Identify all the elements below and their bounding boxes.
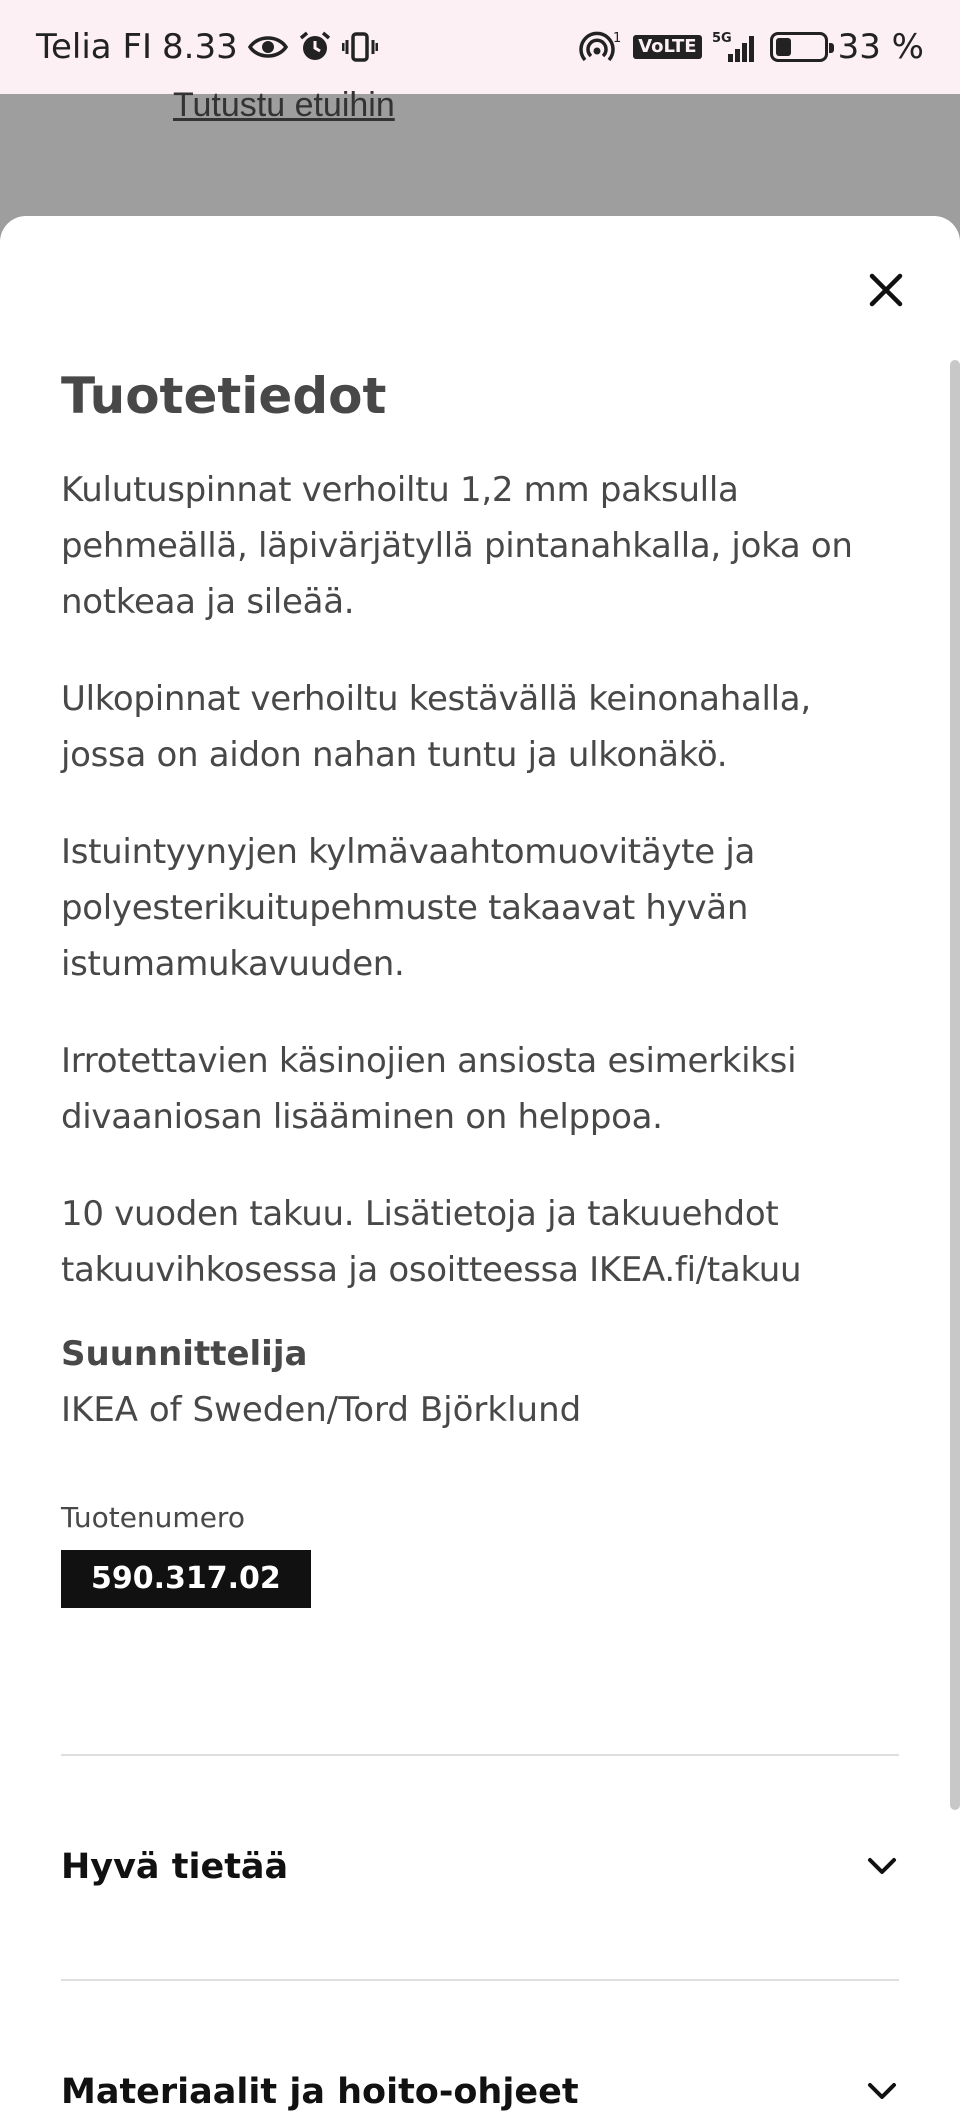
battery-icon: [770, 32, 828, 62]
scrollbar[interactable]: [950, 360, 960, 1810]
paragraph-armrests: Irrotettavien käsinojien ansiosta esimerkiksi divaaniosan lisääminen on helppoa.: [61, 1041, 797, 1137]
carrier-name: Telia FI: [36, 27, 153, 67]
status-right: [579, 27, 924, 67]
close-icon: [869, 273, 903, 307]
designer-name: IKEA of Sweden/Tord Björklund: [61, 1390, 582, 1430]
alarm-icon: [298, 30, 332, 64]
status-left: [36, 27, 378, 67]
sheet-title: Tuotetiedot: [61, 367, 387, 425]
signal-icon: [712, 30, 760, 64]
accordion-good-to-know[interactable]: [61, 1817, 899, 1917]
product-number-badge: 590.317.02: [61, 1550, 311, 1608]
volte-badge: VoLTE: [633, 35, 701, 59]
chevron-down-icon: [865, 1850, 899, 1884]
hotspot-count: 1: [613, 31, 622, 46]
paragraph-upholstery: Kulutuspinnat verhoiltu 1,2 mm paksulla pehmeällä, läpivärjätyllä pintanahkalla, joka on notkeaa ja sileää.: [61, 470, 853, 622]
accordion-materials-care[interactable]: [61, 2042, 899, 2118]
paragraph-outer-surfaces: Ulkopinnat verhoiltu kestävällä keinonahalla, jossa on aidon nahan tuntu ja ulkonäkö.: [61, 679, 811, 775]
background-benefits-link[interactable]: Tutustu etuihin: [173, 86, 395, 124]
close-button[interactable]: [862, 266, 910, 314]
network-type: 5G: [711, 31, 732, 46]
paragraph-warranty: 10 vuoden takuu. Lisätietoja ja takuuehdot takuuvihkosessa ja osoitteessa IKEA.fi/takuu: [61, 1194, 802, 1290]
chevron-down-icon: [865, 2075, 899, 2109]
hotspot-icon: [579, 30, 623, 64]
designer-label: Suunnittelija: [61, 1334, 308, 1374]
accordion-label: Materiaalit ja hoito-ohjeet: [61, 2072, 579, 2112]
clock: 8.33: [162, 27, 238, 67]
divider-2: [61, 1979, 899, 1981]
battery-percent: 33 %: [837, 27, 924, 67]
status-bar: [0, 0, 960, 94]
product-number-label: Tuotenumero: [61, 1501, 245, 1534]
vibrate-icon: [342, 31, 378, 63]
divider-1: [61, 1754, 899, 1756]
accordion-label: Hyvä tietää: [61, 1847, 289, 1887]
paragraph-cushions: Istuintyynyjen kylmävaahtomuovitäyte ja polyesterikuitupehmuste takaavat hyvän istumamukavuuden.: [61, 832, 756, 984]
sheet-content: [61, 366, 901, 1608]
eye-icon: [248, 33, 288, 61]
product-details-sheet: [0, 216, 960, 2118]
